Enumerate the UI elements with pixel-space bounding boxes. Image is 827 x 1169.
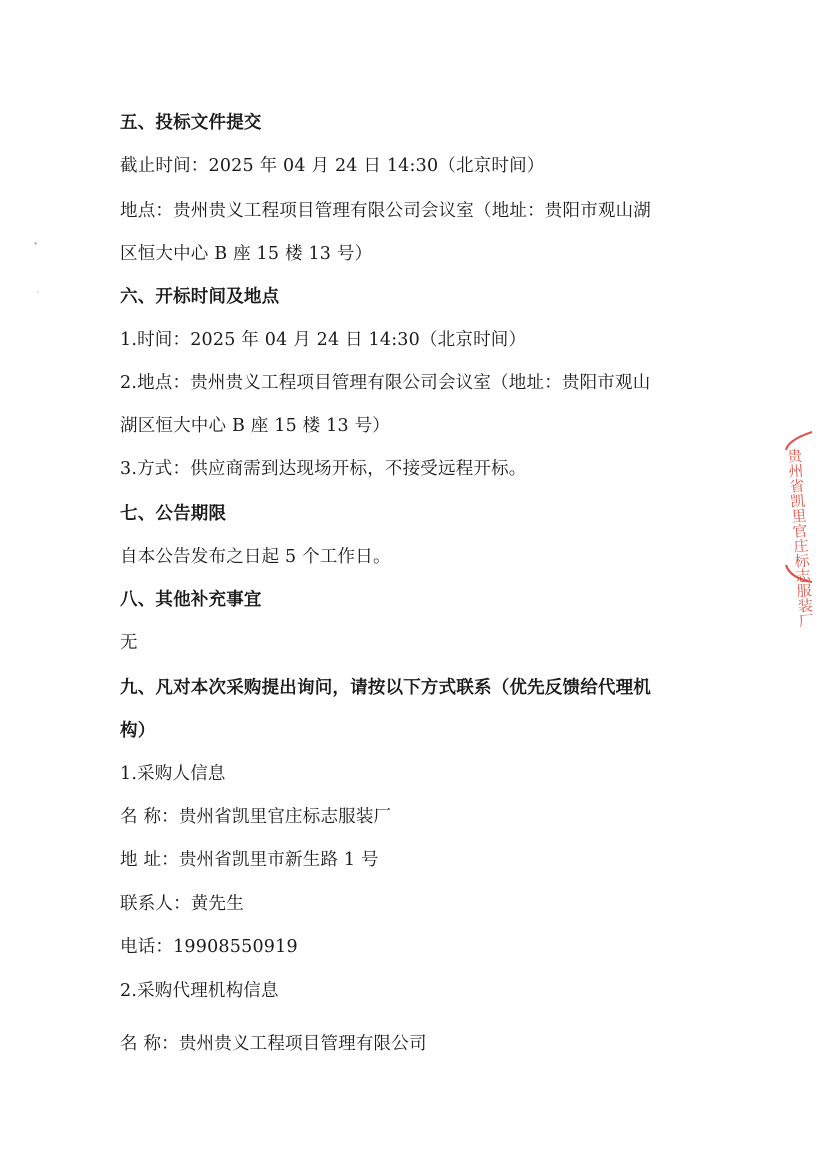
section6-time: 1.时间：2025 年 04 月 24 日 14:30（北京时间） <box>120 330 527 350</box>
section5-location-line1: 地点：贵州贵义工程项目管理有限公司会议室（地址：贵阳市观山湖 <box>120 201 651 221</box>
purchaser-name: 名 称：贵州省凯里官庄标志服装厂 <box>120 807 392 827</box>
purchaser-contact: 联系人：黄先生 <box>120 894 244 914</box>
section5-location-line2: 区恒大中心 B 座 15 楼 13 号） <box>120 244 373 264</box>
section5-heading: 五、投标文件提交 <box>120 113 262 133</box>
scan-speck: ˋ <box>36 292 41 302</box>
section8-heading: 八、其他补充事宜 <box>120 590 262 610</box>
red-seal-text: 贵州省凯里官庄标志服装厂 <box>784 447 816 629</box>
scan-speck: • <box>33 240 39 250</box>
purchaser-phone: 电话：19908550919 <box>120 937 298 957</box>
purchaser-address: 地 址：贵州省凯里市新生路 1 号 <box>120 850 379 870</box>
agency-name: 名 称：贵州贵义工程项目管理有限公司 <box>120 1034 427 1054</box>
section8-body: 无 <box>120 633 138 653</box>
section6-location-line1: 2.地点：贵州贵义工程项目管理有限公司会议室（地址：贵阳市观山 <box>120 373 651 393</box>
section6-location-line2: 湖区恒大中心 B 座 15 楼 13 号） <box>120 416 390 436</box>
section5-deadline: 截止时间：2025 年 04 月 24 日 14:30（北京时间） <box>120 156 545 176</box>
section9-heading-line2: 构） <box>120 721 156 741</box>
agency-info-title: 2.采购代理机构信息 <box>120 981 279 1001</box>
section6-method: 3.方式：供应商需到达现场开标，不接受远程开标。 <box>120 459 527 479</box>
section6-heading: 六、开标时间及地点 <box>120 287 280 307</box>
purchaser-info-title: 1.采购人信息 <box>120 764 226 784</box>
section7-heading: 七、公告期限 <box>120 504 227 524</box>
section7-body: 自本公告发布之日起 5 个工作日。 <box>120 547 391 567</box>
section9-heading-line1: 九、凡对本次采购提出询问，请按以下方式联系（优先反馈给代理机 <box>120 678 651 698</box>
